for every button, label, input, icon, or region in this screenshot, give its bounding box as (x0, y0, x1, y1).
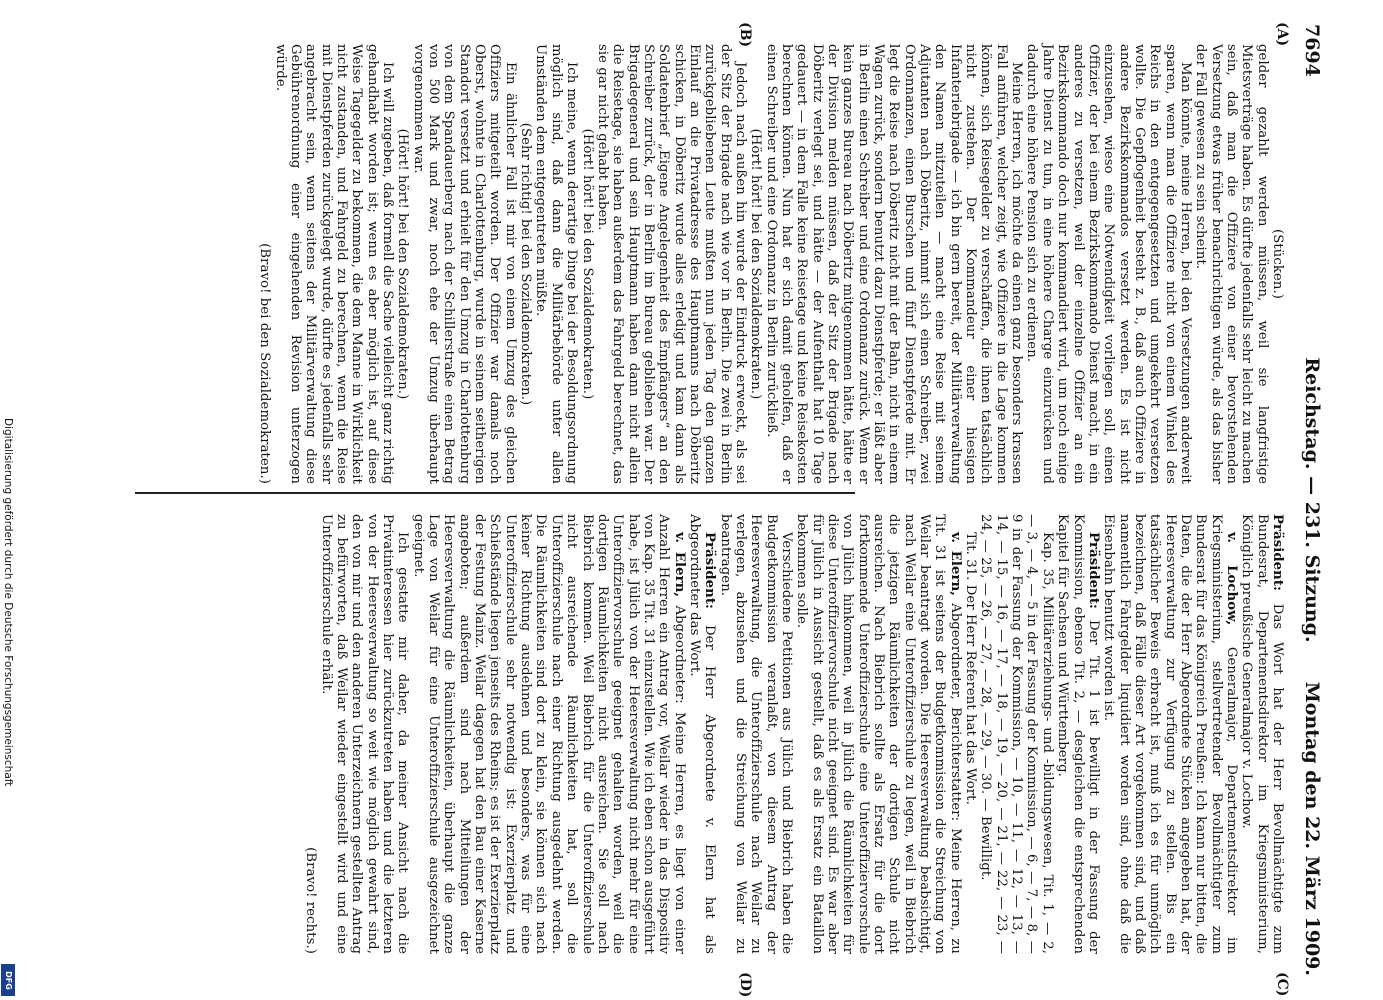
paragraph (1239, 514, 1285, 954)
paragraph (1270, 44, 1285, 484)
paragraph-text: Abgeordneter, Berichterstatter: Meine Herren, zu Tit. 31 ist seitens der Budgetkommission die Streichung von Weilar beantragt worden. Die Heeresverwaltung beabsichtigt, nach Weilar eine Unteroffizierschule zu legen, weil in Biebrich die jetzigen Räumlichkeiten der dortigen Schule nicht ausreichen. Nach Biebrich sollte als Ersatz für die dort fortkommende Unteroffizierschule eine Unteroffiziervorschule von Jülich hinkommen, weil in Jülich die Räumlichkeiten für diese Unteroffiziervorschule nicht geeignet sind. Es war aber für Jülich in Aussicht gestellt, daß es als Ersatz ein Bataillon bekommen solle. (794, 514, 963, 954)
funding-note (0, 418, 16, 1000)
session-date: Montag den 22. März 1909. (1301, 681, 1323, 976)
paragraph (257, 44, 272, 484)
paragraph (395, 44, 410, 484)
paragraph-text: Abgeordneter: Meine Herren, es liegt von einer Anzahl Herren ein Antrag vor, Weilar wieder in das Dispositiv von Kap. 35 Tit. 31 einzustellen. Wie ich eben schon ausgeführt habe, ist Jülich von der Heeresverwaltung nicht mehr für eine Unteroffiziervorschule geeignet gehalten worden, weil die dortigen Räumlichkeiten nicht ausreichen. Sie soll nach Biebrich kommen. Weil Biebrich für die Unteroffizierschule nicht ausreichende Räumlichkeiten hat, soll die Unteroffizierschule nach einer Richtung ausgedehnt werden. Die Räumlichkeiten sind dort zu klein, sie können sich nach keiner Richtung ausdehnen und besonders, was für eine Unteroffizierschule sehr notwendig ist: Exerzierplatz und Schießstände liegen jenseits des Rheins; es ist der Exerzierplatz der Festung Mainz. Weilar dagegen hat den Bau einer Kaserne angeboten; außerdem sind nach Mitteilungen der Heeresverwaltung die Räumlichkeiten, überhaupt die ganze Lage von Weilar für eine Unteroffizierschule ausgezeichnet geeignet. (410, 514, 687, 954)
paragraph-text: Man könnte, meine Herren, bei den Versetzungen anderweit sparen, wenn man die Offiziere nicht von einem Winkel des Reichs in den entgegengesetzten und umgekehrt versetzen wollte. Die Gepflogenheit besteht z. B., daß auch Offiziere in andere Bezirkskommandos versetzt werden. Es ist nicht einzusehen, wieso eine Notwendigkeit vorliegen soll, einen Offizier, der bei einem Bezirkskommando Dienst macht, in ein anderes zu versetzen, weil der einzelne Offizier an ein Bezirkskommando doch nur kommandiert wird, um noch einige Jahre Dienst zu tun, in eine höhere Charge einzurücken und dadurch eine höhere Pension sich zu erdienen. (1024, 44, 1193, 484)
paragraph-text: (Hört! hört! bei den Sozialdemokraten.) (395, 128, 411, 400)
paragraph-text: Ich gestatte mir daher, da meiner Ansicht nach die Privatinteressen hier zurückzutreten haben und die letzteren von der Heeresverwaltung so weit wie möglich gewahrt sind, den von mir und den anderen Unterzeichnern gestellten Antrag zu befürworten, daß Weilar wieder eingestellt wird und eine Unteroffizierschule erhält. (318, 514, 411, 954)
left-column (257, 44, 1285, 484)
speaker-name: Präsident: (702, 532, 718, 610)
paragraph (303, 514, 318, 954)
margin-marker-d: (D) (737, 972, 753, 998)
paragraph (794, 514, 963, 954)
paragraph-text: Tit. 31. Der Herr Referent hat das Wort. (963, 532, 979, 805)
paragraph-text: (Hört! hört! bei den Sozialdemokraten.) (579, 128, 595, 400)
paragraph (763, 44, 1024, 484)
paragraph (1101, 514, 1239, 954)
paragraph (748, 44, 763, 484)
paragraph (579, 44, 594, 484)
paragraph-text: Der Tit. 1 ist bewilligt in der Fassung der Kommission, ebenso Tit. 2, — desgleichen die entsprechenden Kapitel für Sachsen und Württemberg. (1055, 514, 1101, 954)
speaker-name: Präsident: (1270, 514, 1285, 592)
paragraph (1024, 44, 1193, 484)
paragraph (1193, 44, 1270, 484)
speaker-name: v. Elern, (671, 532, 687, 598)
paragraph (410, 514, 686, 954)
speaker-name: Präsident: (1085, 532, 1101, 610)
margin-marker-a: (A) (1274, 22, 1290, 47)
paragraph-text: gelder gezahlt werden müssen, weil sie langfristige Mietsverträge haben. Es dürfte jedenfalls sehr leicht zu machen sein, daß man die Offiziere von einer bevorstehenden Versetzung etwas früher benachrichtigen würde, als das bisher der Fall gewesen zu sein scheint. (1193, 44, 1270, 484)
paragraph-text: (Sehr richtig! bei den Sozialdemokraten.) (518, 122, 534, 406)
paragraph-text: Jedoch nach außen hin wurde der Eindruck erweckt, als sei der Sitz der Brigade nach wie vor in Berlin. Die zwei in Berlin zurückgebliebenen Leute mußten nun jeden Tag den ganzen Einlauf an die Privatadresse des Hauptmanns nach Döberitz schicken, in Döberitz wurde alles erledigt und kam dann als Soldatenbrief „Eigene Angelegenheit des Empfängers“ an den Schreiber zurück, der in Berlin im Bureau geblieben war. Der Brigadegeneral und sein Hauptmann haben dann nicht allein die Reisetage, sie haben außerdem das Fahrgeld berechnet, das sie gar nicht gehabt haben. (594, 44, 748, 484)
paragraph-text: Meine Herren, ich möchte da einen ganz besonders krassen Fall anführen, welcher zeigt, wie Offiziere in die Lage kommen können, sich Reisegelder zu verschaffen, die ihnen tatsächlich nicht zustehen. Der Kommandeur einer hiesigen Infanteriebrigade — ich bin gern bereit, der Militärverwaltung den Namen mitzuteilen — macht eine Reise mit seinem Adjutanten nach Döberitz, nimmt sich einen Schreiber, zwei Ordonnanzen, einen Burschen und fünf Dienstpferde mit. Er legt die Reise nach Döberitz nicht mit der Bahn, nicht in einem Wagen zurück, sondern benutzt dazu Dienstpferde; er läßt aber in Berlin einen Schreiber und eine Ordonnanz zurück. Wenn er kein ganzes Bureau nach Döberitz mitgenommen hätte, hätte er der Division melden müssen, daß der Sitz der Brigade nach Döberitz verlegt sei, und hätte — der Aufenthalt hat 10 Tage gedauert — in dem Falle keine Reisetage und keine Reisekosten berechnen können. Nun hat er sich damit geholfen, daß er einen Schreiber und eine Ordonnanz in Berlin zurückließ. (763, 44, 1025, 484)
session-title: Reichstag. — 231. Sitzung. (1301, 357, 1323, 643)
dfg-logo (1, 964, 15, 996)
paragraph (272, 44, 395, 484)
paragraph-text: (Hört! hört! bei den Sozialdemokraten.) (748, 128, 764, 400)
paragraph-text: Kap. 35, Militärerziehungs- und -bildungswesen, Tit. 1, — 2, — 3, — 4, — 5 in der Fassung der Kommission, — 6, — 7, — 8, — 9 in der Fassung der Kommission, — 10, — 11, — 12, — 13, — 14, — 15, — 16, — 17, — 18, — 19, — 20, — 21, — 22, — 23, — 24, — 25, — 26, — 27, — 28, — 29, — 30. — Bewilligt. (978, 514, 1055, 954)
page-header (1297, 24, 1323, 976)
paragraph (1055, 514, 1101, 954)
speaker-name: v. Elern, (947, 532, 963, 596)
paragraph-text: Ein ähnlicher Fall ist mir von einem Umzug des gleichen Offiziers mitgeteilt worden. Der Offizier war damals noch Oberst, wohnte in Charlottenburg, wurde in seinem seitherigen Standort versetzt und erhielt für den Umzug in Charlottenburg von dem Spandauerberg nach der Schillerstraße einen Betrag von 500 Mark und zwar, noch ehe der Umzug überhaupt vorgenommen war. (410, 44, 518, 484)
paragraph (963, 514, 978, 954)
paragraph (717, 514, 794, 954)
paragraph-text: (Stücken.) (1270, 229, 1285, 299)
paragraph (410, 44, 517, 484)
paragraph (533, 44, 579, 484)
paragraph-text: (Bravo! rechts.) (303, 847, 319, 954)
paragraph-text: Der Herr Abgeordnete v. Elern hat als Abgeordneter das Wort. (686, 514, 718, 954)
funding-note-text: Digitalisierung gefördert durch die Deutsche Forschungsgemeinschaft (2, 418, 14, 787)
paragraph-text: Ich meine, wenn derartige Dinge bei der Besoldungsordnung möglich sind, daß dann die Militärbehörde unter allen Umständen dem entgegentreten müßte. (533, 44, 580, 484)
speaker-name: v. Lochow, (1223, 532, 1239, 626)
paragraph-text: Das Wort hat der Herr Bevollmächtigte zum Bundesrat, Departementsdirektor im Kriegsministerium, Königlich preußische Generalmajor v. Lochow. (1239, 514, 1285, 954)
right-column (303, 514, 1285, 954)
dfg-logo-text: DFG (3, 970, 13, 990)
paragraph (518, 44, 533, 484)
margin-marker-c: (C) (1274, 972, 1290, 997)
paragraph (978, 514, 1055, 954)
column-divider (135, 492, 855, 494)
paragraph-text: Generalmajor, Departementsdirektor im Kriegsministerium, stellvertretender Bevollmächtigter zum Bundesrat für das Königreich Preußen: Ich kann nur bitten, die Daten, die der Herr Abgeordnete Stücken angegeben hat, der Heeresverwaltung zur Verfügung zu stellen. Bis ein tatsächlicher Beweis erbracht ist, muß ich es für unmöglich bezeichnen, daß Fälle dieser Art vorgekommen sind, und daß namentlich Fahrgelder liquidiert worden sind, ohne daß die Eisenbahn benutzt worden ist. (1101, 514, 1239, 954)
paragraph (595, 44, 748, 484)
paragraph-text: (Bravo! bei den Sozialdemokraten.) (257, 243, 273, 484)
paragraph-text: Ich will zugeben, daß formell die Sache vielleicht ganz richtig gehandhabt worden ist; wenn es aber möglich ist, auf diese Weise Tagegelder zu bekommen, die dem Manne in Wirklichkeit nicht zustanden, und Fahrgeld zu berechnen, wenn die Reise mit Dienstpferden zurückgelegt wurde, dürfte es jedenfalls sehr angebracht sein, wenn seitens der Militärverwaltung diese Gebührenordnung einer eingehenden Revision unterzogen würde. (272, 44, 396, 484)
margin-marker-b: (B) (737, 22, 753, 48)
page-number: 7694 (1301, 24, 1323, 77)
paragraph (318, 514, 410, 954)
paragraph (687, 514, 718, 954)
paragraph-text: Verschiedene Petitionen aus Jülich und Biebrich haben die Budgetkommission veranlaßt, von diesem Antrag der Heeresverwaltung, die Unteroffizierschule nach Weilar zu verlegen, abzusehen und die Streichung von Weilar zu beantragen. (717, 514, 794, 954)
